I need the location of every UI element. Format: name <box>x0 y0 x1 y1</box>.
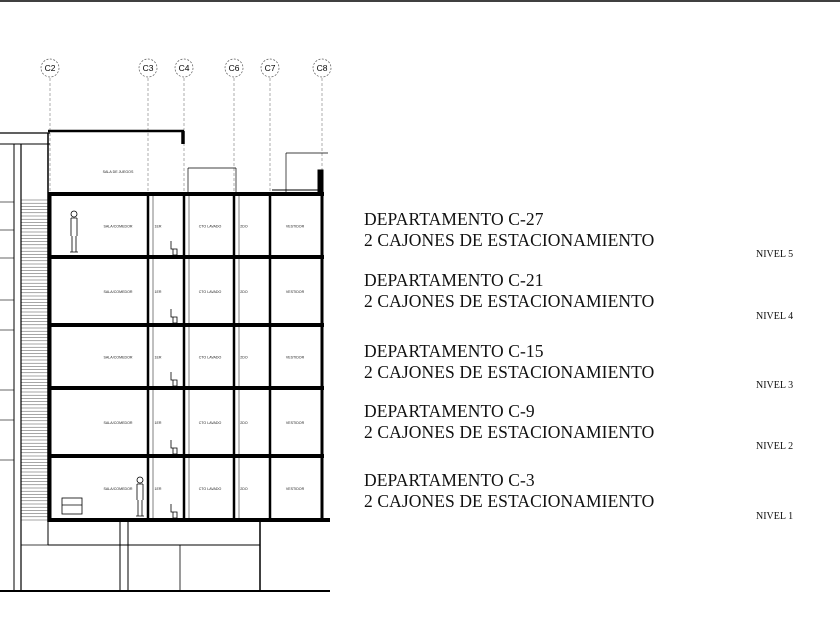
room-label: SALA/COMEDOR <box>103 224 133 229</box>
department-name: DEPARTAMENTO C-3 <box>364 470 535 490</box>
room-label: 2DO <box>240 224 248 229</box>
room-label: SALA/COMEDOR <box>103 355 133 360</box>
room-label: CTO LAVADO <box>198 224 222 229</box>
toilet-icon <box>171 241 177 255</box>
room-label: VESTIDOR <box>285 487 305 491</box>
department-label <box>364 341 654 383</box>
column <box>269 194 272 257</box>
column <box>183 456 186 520</box>
floor-slab <box>48 323 324 327</box>
department-label <box>364 470 654 512</box>
column <box>49 257 52 325</box>
column <box>183 194 186 257</box>
grid-axis-c6 <box>225 59 243 200</box>
floor-level-4 <box>48 255 324 325</box>
room-label: VESTIDOR <box>285 290 305 294</box>
room-label: 1ER <box>154 487 162 491</box>
roof-room-label: SALA DE JUEGOS <box>102 170 134 174</box>
room-label: SALA/COMEDOR <box>103 421 133 425</box>
column <box>49 388 52 456</box>
room-label: CTO LAVADO <box>198 355 222 360</box>
room-label: 1ER <box>154 355 162 360</box>
room-label: 1ER <box>154 421 162 425</box>
column <box>269 257 272 325</box>
room-label: CTO LAVADO <box>198 421 222 425</box>
grid-axis-label: C2 <box>44 63 56 73</box>
column <box>147 194 150 257</box>
column <box>147 325 150 388</box>
floor-slab <box>48 454 324 458</box>
column <box>147 257 150 325</box>
level-label: NIVEL 3 <box>756 380 794 391</box>
floor-slabs <box>48 192 324 520</box>
room-label: 1ER <box>154 290 162 294</box>
level-label: NIVEL 4 <box>756 311 794 322</box>
column <box>147 388 150 456</box>
column <box>269 456 272 520</box>
room-label: 2DO <box>240 355 248 360</box>
department-name: DEPARTAMENTO C-15 <box>364 341 544 361</box>
grid-axes <box>41 59 331 200</box>
department-label <box>364 209 654 251</box>
room-label: VESTIDOR <box>285 355 305 360</box>
grid-axis-label: C7 <box>264 63 276 73</box>
human-figure <box>136 477 144 516</box>
parking-spaces: 2 CAJONES DE ESTACIONAMIENTO <box>364 230 655 250</box>
column <box>321 456 324 520</box>
column <box>233 194 236 257</box>
column <box>49 456 52 520</box>
column <box>321 325 324 388</box>
column <box>233 325 236 388</box>
column <box>183 388 186 456</box>
column <box>233 456 236 520</box>
column <box>269 325 272 388</box>
room-label: CTO LAVADO <box>198 290 222 294</box>
parking-spaces: 2 CAJONES DE ESTACIONAMIENTO <box>364 491 655 511</box>
floor-level-5 <box>48 192 324 257</box>
column <box>183 257 186 325</box>
floor-slab <box>48 192 324 196</box>
column <box>321 194 324 257</box>
grid-axis-c4 <box>175 59 193 200</box>
department-label <box>364 401 654 443</box>
grid-axis-c2 <box>41 59 59 200</box>
floor-level-3 <box>48 323 324 388</box>
grid-axis-c3 <box>139 59 157 200</box>
department-name: DEPARTAMENTO C-9 <box>364 401 535 421</box>
stair-core <box>0 133 50 590</box>
level-label: NIVEL 1 <box>756 511 794 522</box>
toilet-icon <box>171 372 177 386</box>
stair-treads <box>21 200 48 520</box>
grid-axis-label: C4 <box>178 63 190 73</box>
department-name: DEPARTAMENTO C-21 <box>364 270 544 290</box>
room-label: VESTIDOR <box>285 421 305 425</box>
human-figure <box>70 211 78 252</box>
room-label: SALA/COMEDOR <box>103 487 133 491</box>
grid-axis-label: C3 <box>142 63 154 73</box>
toilet-icon <box>171 440 177 454</box>
floor-slab <box>48 386 324 390</box>
floor-slab <box>48 255 324 259</box>
column <box>233 257 236 325</box>
toilet-icon <box>171 504 177 518</box>
room-label: 1ER <box>154 224 162 229</box>
room-label: VESTIDOR <box>285 224 305 229</box>
grid-axis-label: C6 <box>228 63 240 73</box>
column <box>321 388 324 456</box>
column <box>49 194 52 257</box>
sofa <box>62 498 82 514</box>
parking-spaces: 2 CAJONES DE ESTACIONAMIENTO <box>364 291 655 311</box>
room-label: SALA/COMEDOR <box>103 290 133 294</box>
roof-level <box>48 131 328 194</box>
department-label <box>364 270 654 312</box>
department-name: DEPARTAMENTO C-27 <box>364 209 544 229</box>
floor-level-2 <box>48 386 324 456</box>
room-label: 2DO <box>240 421 248 425</box>
column <box>49 325 52 388</box>
column <box>233 388 236 456</box>
column <box>183 325 186 388</box>
room-label: 2DO <box>240 290 248 294</box>
floor-level-1 <box>48 454 324 520</box>
parking-spaces: 2 CAJONES DE ESTACIONAMIENTO <box>364 422 655 442</box>
column <box>147 456 150 520</box>
grid-axis-c7 <box>261 59 279 200</box>
toilet-icon <box>171 309 177 323</box>
room-label: 2DO <box>240 487 248 491</box>
room-label: CTO LAVADO <box>198 487 222 491</box>
level-label: NIVEL 5 <box>756 249 794 260</box>
grid-axis-label: C8 <box>316 63 328 73</box>
column <box>321 257 324 325</box>
parking-spaces: 2 CAJONES DE ESTACIONAMIENTO <box>364 362 655 382</box>
column <box>269 388 272 456</box>
level-label: NIVEL 2 <box>756 441 794 452</box>
ground-level <box>0 520 330 591</box>
